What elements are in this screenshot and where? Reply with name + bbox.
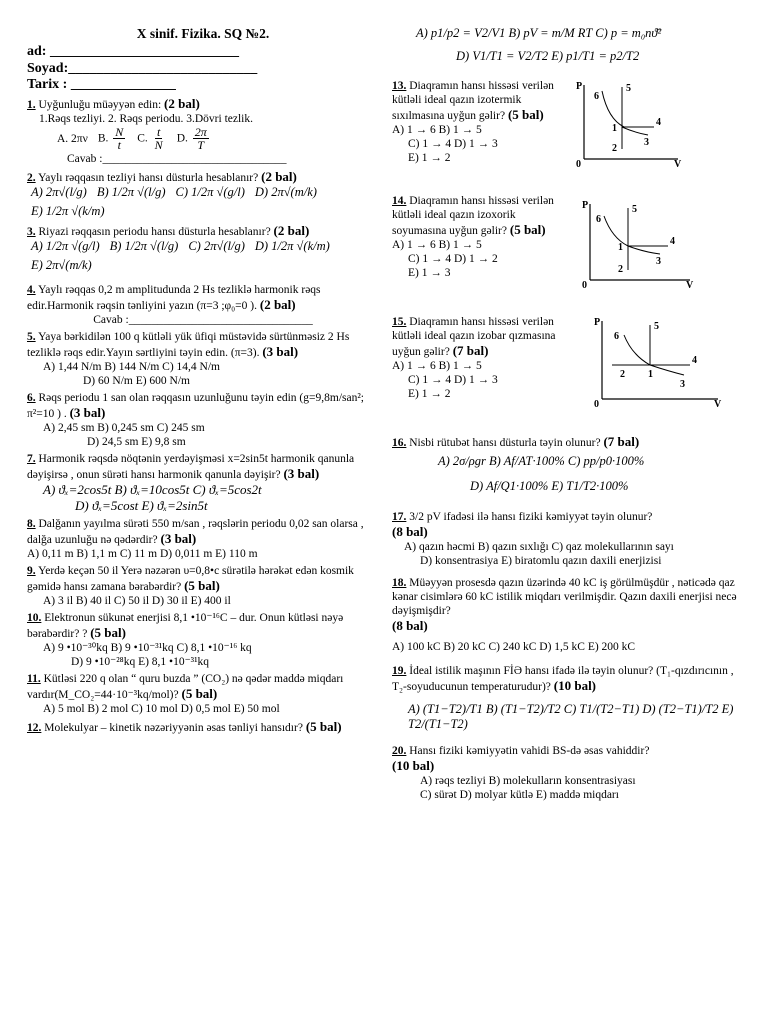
answer-options[interactable]: A) 1 → 6 B) 1 → 5: [392, 359, 482, 372]
question-items: 1.Rəqs tezliyi. 2. Rəqs periodu. 3.Dövri tezlik.: [39, 112, 253, 125]
question-number: 5.: [27, 331, 36, 344]
question-6: [27, 391, 379, 449]
answer-options-row2[interactable]: C) sürət D) molyar kütlə E) maddə miqdarı: [420, 789, 619, 802]
points: (7 bal): [603, 433, 640, 449]
option-b[interactable]: B) 1/2π √(l/g): [109, 238, 179, 253]
answer-options[interactable]: A) 0,11 m B) 1,1 m C) 11 m D) 0,011 m E) 110 m: [27, 547, 258, 560]
question-text: Kütləsi 220 q olan “ quru buzda ” (CO₂) nə qədər maddə miqdarı vardır(M_CO₂=44·10⁻³kq/mol)?: [27, 673, 344, 702]
question-number: 14.: [392, 194, 407, 207]
question-number: 20.: [392, 745, 407, 758]
question-number: 10.: [27, 612, 42, 625]
svg-text:P: P: [594, 316, 601, 328]
points: (5 bal): [509, 221, 546, 237]
svg-text:5: 5: [626, 82, 631, 94]
option-b[interactable]: B. $\frac{N}{t}$: [97, 124, 124, 153]
question-number: 13.: [392, 79, 407, 92]
question-17: [392, 510, 748, 568]
option-d[interactable]: D) 2π√(m/k): [254, 185, 317, 199]
question-text: Müəyyən prosesdə qazın üzərində 40 kC iş görülmüşdür , nəticədə qaz kənar cisimlərə 60 kC istilik miqdarı verilmişdir. Qazın daxili enerjisi necə dəyişmişdir?: [392, 576, 737, 617]
option-b[interactable]: B) 1/2π √(l/g): [96, 185, 166, 199]
question-13: [392, 79, 748, 191]
points: (5 bal): [305, 719, 342, 735]
svg-text:1: 1: [648, 368, 653, 380]
axis-label-p: P: [576, 80, 583, 92]
right-column: [392, 26, 748, 802]
points: (3 bal): [160, 530, 197, 546]
question-text: Riyazi rəqqasın periodu hansı düsturla hesablanır?: [38, 225, 271, 238]
question-number: 12.: [27, 722, 42, 735]
question-2: [27, 169, 379, 220]
question-number: 16.: [392, 436, 407, 449]
question-number: 9.: [27, 564, 36, 577]
answer-options[interactable]: A) 3 il B) 40 il C) 50 il D) 30 il E) 400 il: [43, 595, 231, 608]
points: (8 bal): [392, 524, 428, 540]
page-title: X sinif. Fizika. SQ №2.: [136, 26, 270, 41]
option-d[interactable]: D) 1/2π √(k/m): [254, 238, 330, 253]
question-number: 6.: [27, 392, 36, 405]
option-e[interactable]: E) 2π√(m/k): [31, 257, 92, 272]
points: (3 bal): [69, 405, 106, 421]
question-11: [27, 672, 379, 716]
question-text: Harmonik rəqsdə nöqtənin yerdəyişməsi x=2sin5t harmonik qanunla dəyişirsə , onun sürəti hansı harmonik qanunla dəyişir?: [27, 453, 355, 482]
points: (10 bal): [553, 677, 597, 693]
answer-options-row3[interactable]: E) 1 → 3: [408, 266, 451, 279]
answer-options[interactable]: A) 9 •10⁻³⁰kq B) 9 •10⁻³¹kq C) 8,1 •10⁻¹⁶ kq: [43, 642, 252, 655]
svg-text:3: 3: [644, 136, 649, 148]
svg-text:6: 6: [594, 90, 599, 102]
answer-options[interactable]: A) rəqs tezliyi B) molekulların konsentrasiyası: [420, 775, 636, 788]
answer-line[interactable]: Cavab :________________________________: [67, 152, 287, 165]
option-a[interactable]: A. 2πν: [57, 132, 88, 145]
points: (2 bal): [164, 95, 200, 111]
option-c[interactable]: C) 1/2π √(g/l): [175, 185, 245, 199]
option-c[interactable]: C) 2π√(l/g): [188, 238, 245, 253]
answer-options[interactable]: A) 2,45 sm B) 0,245 sm C) 245 sm: [43, 422, 205, 435]
answer-options-row2[interactable]: C) 1 → 4 D) 1 → 2: [408, 252, 498, 265]
answer-options: [27, 239, 379, 274]
answer-options[interactable]: A) p1/p2 = V2/V1 B) pV = m/M RT C) p = m₀nϑ̄²: [416, 26, 662, 40]
answer-options[interactable]: A) 100 kC B) 20 kC C) 240 kC D) 1,5 kC E) 200 kC: [392, 640, 636, 653]
axis-label-v: V: [674, 158, 682, 167]
origin-label: 0: [576, 158, 581, 167]
question-12-options: [392, 26, 748, 65]
points: (8 bal): [392, 617, 428, 633]
points: (3 bal): [283, 466, 320, 482]
svg-text:4: 4: [670, 235, 675, 247]
question-number: 19.: [392, 664, 407, 677]
question-16: [392, 434, 748, 495]
answer-options-row2[interactable]: D) V1/T1 = V2/T2 E) p1/T1 = p2/T2: [456, 49, 640, 64]
answer-options[interactable]: A) qazın həcmi B) qazın sıxlığı C) qaz molekullarının sayı: [404, 540, 674, 553]
answer-options[interactable]: A) 2σ/ρgr B) Af/AT·100% C) pp/p0·100%: [438, 453, 645, 468]
points: (5 bal): [184, 578, 220, 593]
points: (5 bal): [90, 625, 126, 641]
question-text: Uyğunluğu müəyyən edin:: [38, 98, 162, 111]
question-text: Diaqramın hansı hissəsi verilən kütləli ideal qazın izotermik sıxılmasına uyğun gəlir?: [392, 79, 554, 122]
answer-options-row2[interactable]: C) 1 → 4 D) 1 → 3: [408, 137, 498, 150]
svg-text:4: 4: [656, 116, 661, 128]
name-field[interactable]: ad: ___________________________: [27, 44, 239, 60]
answer-options[interactable]: A) 1 → 6 B) 1 → 5: [392, 123, 482, 136]
points: (2 bal): [259, 297, 296, 313]
svg-text:2: 2: [618, 263, 623, 275]
answer-options-row2[interactable]: D) ϑₓ=5cost E) ϑₓ=2sin5t: [75, 498, 208, 514]
points: (2 bal): [273, 222, 310, 238]
question-number: 11.: [27, 673, 41, 686]
question-number: 3.: [27, 225, 36, 238]
answer-line[interactable]: Cavab :________________________________: [93, 314, 313, 327]
question-text: İdeal istilik maşının FİƏ hansı ifadə ilə təyin olunur? (T₁-qızdırıcının , T₂-soyuducunun temperaturudur)?: [392, 664, 734, 693]
question-text: Rəqs periodu 1 san olan rəqqasın uzunluğunu təyin edin (g=9,8m/san²; π²=10 ) .: [27, 392, 364, 421]
question-text: 3/2 pV ifadəsi ilə hansı fiziki kəmiyyət təyin olunur?: [409, 511, 653, 524]
question-19: [392, 664, 748, 733]
question-text: Yaya bərkidilən 100 q kütləli yük üfiqi müstəvidə sürtünməsiz 2 Hs tezliklə rəqs edir.Yayın sərtliyini təyin edin. (π=3).: [27, 331, 350, 360]
svg-text:5: 5: [632, 203, 637, 215]
points: (10 bal): [392, 758, 435, 774]
svg-text:V: V: [686, 279, 694, 290]
question-text: Nisbi rütubət hansı düsturla təyin olunur?: [409, 436, 601, 449]
points: (2 bal): [261, 168, 297, 184]
points: (3 bal): [262, 344, 299, 360]
answer-options-row2[interactable]: D) Af/Q1·100% E) T1/T2·100%: [470, 478, 629, 493]
svg-text:4: 4: [692, 354, 697, 366]
surname-field[interactable]: Soyad:___________________________: [27, 60, 258, 76]
answer-options-row2[interactable]: D) 9 •10⁻²⁸kq E) 8,1 •10⁻³¹kq: [71, 656, 210, 669]
svg-text:6: 6: [614, 330, 619, 342]
answer-options[interactable]: A) 1,44 N/m B) 144 N/m C) 14,4 N/m: [43, 361, 220, 374]
answer-options-row3[interactable]: E) 1 → 2: [408, 151, 451, 164]
question-text: Molekulyar – kinetik nəzəriyyənin əsas tənliyi hansıdır?: [44, 722, 303, 735]
question-4: [27, 283, 379, 327]
question-14: [392, 194, 748, 312]
question-number: 2.: [27, 171, 36, 184]
points: (7 bal): [452, 342, 489, 358]
answer-options[interactable]: A) 1 → 6 B) 1 → 5: [392, 238, 482, 251]
question-number: 7.: [27, 453, 36, 466]
question-5: [27, 330, 379, 388]
question-number: 8.: [27, 517, 36, 530]
question-9: [27, 564, 379, 608]
question-number: 18.: [392, 576, 407, 589]
question-text: Hansı fiziki kəmiyyətin vahidi BS-də əsas vahiddir?: [409, 745, 650, 758]
answer-options-row2[interactable]: D) 24,5 sm E) 9,8 sm: [87, 436, 186, 449]
question-1: [27, 96, 379, 166]
question-text: Yerdə keçən 50 il Yerə nəzərən υ=0,8•c sürətilə hərəkət edən kosmik gəmidə hansı zamana bərabərdir?: [27, 564, 354, 593]
svg-text:3: 3: [656, 255, 661, 267]
svg-text:3: 3: [680, 378, 685, 390]
question-20: [392, 744, 748, 802]
points: (5 bal): [507, 106, 544, 122]
left-column: [27, 26, 379, 735]
svg-text:2: 2: [612, 142, 617, 154]
question-10: [27, 611, 379, 669]
question-text: Elektronun sükunət enerjisi 8,1 •10⁻¹⁶C – dur. Onun kütləsi nəyə bərabərdir? ?: [27, 612, 344, 641]
answer-options-row2[interactable]: D) konsentrasiya E) biratomlu qazın daxili enerjizisi: [420, 554, 662, 567]
option-a[interactable]: A) 1/2π √(g/l): [31, 238, 100, 253]
svg-text:2: 2: [620, 368, 625, 380]
svg-text:P: P: [582, 199, 589, 211]
question-number: 17.: [392, 511, 407, 524]
svg-text:6: 6: [596, 213, 601, 225]
date-field[interactable]: Tarix : _______________: [27, 76, 176, 92]
answer-options: [27, 126, 379, 152]
question-text: Diaqramın hansı hissəsi verilən kütləli ideal qazın izoxorik soyumasına uyğun gəlir?: [392, 194, 554, 237]
svg-text:1: 1: [612, 122, 617, 134]
question-8: [27, 517, 379, 561]
question-number: 4.: [27, 284, 36, 297]
question-18: [392, 576, 748, 654]
option-c[interactable]: C. $\frac{t}{N}$: [137, 124, 163, 153]
pv-diagram-13: [574, 79, 684, 167]
question-number: 1.: [27, 98, 36, 111]
svg-text:1: 1: [618, 241, 623, 253]
answer-options: [27, 185, 379, 220]
points: (5 bal): [181, 686, 218, 702]
answer-options-row2[interactable]: D) 60 N/m E) 600 N/m: [83, 375, 191, 388]
option-e[interactable]: E) 1/2π √(k/m): [31, 204, 105, 219]
question-number: 15.: [392, 315, 407, 328]
answer-options[interactable]: A) (T1−T2)/T1 B) (T1−T2)/T2 C) T1/(T2−T1) D) (T2−T1)/T2 E) T2/(T1−T2): [408, 701, 734, 732]
svg-text:0: 0: [582, 279, 587, 290]
question-text: Dalğanın yayılma sürəti 550 m/san , rəqslərin periodu 0,02 san olarsa , dalğa uzunluğu nə qədərdir?: [27, 517, 364, 546]
question-text: Diaqramın hansı hissəsi verilən kütləli ideal qazın izobar qızmasına uyğun gəlir?: [392, 315, 556, 358]
question-text: Yaylı rəqqasın tezliyi hansı düsturla hesablanır?: [38, 171, 259, 184]
svg-text:5: 5: [654, 320, 659, 332]
question-7: [27, 452, 379, 514]
pv-diagram-15: [592, 315, 724, 409]
answer-options[interactable]: A) ϑₓ=2cos5t B) ϑₓ=10cos5t C) ϑₓ=5cos2t: [43, 482, 262, 498]
answer-options-row3[interactable]: E) 1 → 2: [408, 387, 451, 400]
question-12: [27, 719, 379, 735]
question-15: [392, 315, 748, 431]
svg-text:V: V: [714, 398, 722, 409]
answer-options-row2[interactable]: C) 1 → 4 D) 1 → 3: [408, 373, 498, 386]
answer-options[interactable]: A) 5 mol B) 2 mol C) 10 mol D) 0,5 mol E) 50 mol: [43, 703, 280, 716]
pv-diagram-14: [580, 198, 696, 290]
question-3: [27, 223, 379, 274]
option-d[interactable]: D. $\frac{2\pi}{T}$: [176, 124, 207, 153]
svg-text:0: 0: [594, 398, 599, 409]
option-a[interactable]: A) 2π√(l/g): [31, 185, 87, 199]
question-text: Yaylı rəqqas 0,2 m amplitudunda 2 Hs tezliklə harmonik rəqs edir.Harmonik rəqsin tənliyini yazın (π=3 ;φ₀=0 ).: [27, 284, 321, 313]
